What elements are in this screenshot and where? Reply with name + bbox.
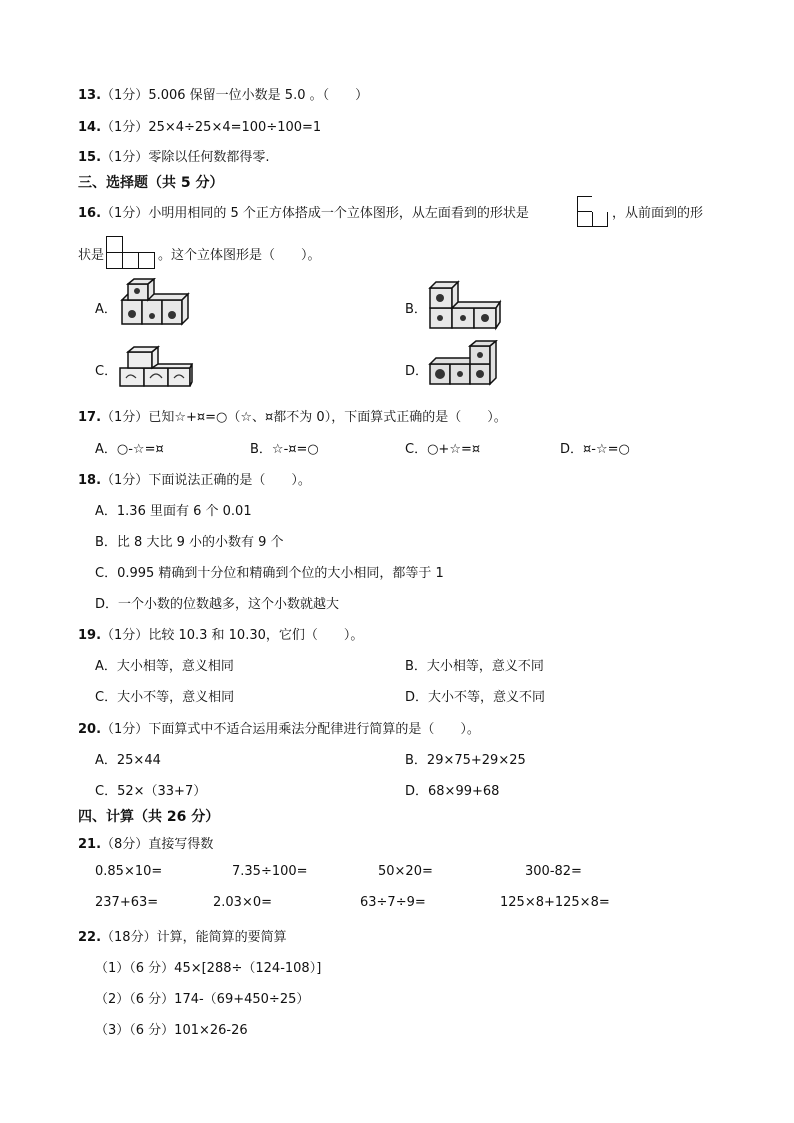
question-number: 16.	[78, 206, 102, 221]
question-text: 5.006 保留一位小数是 5.0 。（ ）	[148, 88, 369, 103]
option-d: D．一个小数的位数越多，这个小数就越大	[95, 597, 340, 612]
calc-item: 63÷7÷9=	[360, 895, 426, 910]
option-c-label: C．	[95, 364, 118, 379]
question-21	[78, 833, 213, 852]
question-text: 计算，能简算的要简算	[156, 930, 287, 945]
sub-question: （3）（6 分）101×26-26	[95, 1023, 248, 1038]
option-b: B．29×75+29×25	[405, 753, 526, 768]
option-c: C．大小不等，意义相同	[95, 690, 235, 705]
question-score: （1分）	[101, 150, 149, 165]
question-13	[78, 84, 368, 103]
question-text: 下面算式中不适合运用乘法分配律进行简算的是（ ）。	[148, 722, 480, 737]
question-text: 25×4÷25×4=100÷100=1	[148, 120, 322, 135]
question-16-line1	[78, 202, 529, 221]
question-text-cont: ，从前面到的形	[612, 206, 704, 221]
option-d: D．¤-☆=○	[560, 442, 630, 457]
option-d-label: D．	[405, 364, 429, 379]
question-number: 18.	[78, 473, 102, 488]
option-a: A．25×44	[95, 753, 161, 768]
question-score: （1分）	[101, 410, 149, 425]
option-b: B．大小相等，意义不同	[405, 659, 544, 674]
question-18	[78, 469, 311, 488]
section-title: 四、计算（共 26 分）	[78, 809, 220, 825]
option-b-cubes-image	[428, 280, 502, 332]
option-c: C．52×（33+7）	[95, 784, 207, 799]
question-score: （8分）	[101, 837, 149, 852]
question-number: 13.	[78, 88, 102, 103]
option-b: B．☆-¤=○	[250, 442, 319, 457]
option-d-cubes-image	[428, 340, 498, 388]
sub-question: （2）（6 分）174-（69+450÷25）	[95, 992, 310, 1007]
question-number: 19.	[78, 628, 102, 643]
question-text-end: 。这个立体图形是（ ）。	[158, 248, 321, 263]
question-number: 20.	[78, 722, 102, 737]
question-score: （18分）	[101, 930, 157, 945]
calc-item: 0.85×10=	[95, 864, 163, 879]
question-14	[78, 116, 321, 135]
question-score: （1分）	[101, 88, 149, 103]
sub-question: （1）（6 分）45×[288÷（124-108）]	[95, 961, 322, 976]
question-20	[78, 718, 480, 737]
question-number: 22.	[78, 930, 102, 945]
question-text: 直接写得数	[148, 837, 214, 852]
section-title: 三、选择题（共 5 分）	[78, 175, 224, 191]
question-text: 下面说法正确的是（ ）。	[148, 473, 311, 488]
question-22	[78, 926, 287, 945]
calc-item: 7.35÷100=	[232, 864, 308, 879]
option-d: D．68×99+68	[405, 784, 500, 799]
question-17	[78, 406, 507, 425]
option-a: A．1.36 里面有 6 个 0.01	[95, 504, 252, 519]
left-view-figure	[577, 196, 609, 228]
option-b: B．比 8 大比 9 小的小数有 9 个	[95, 535, 284, 550]
question-score: （1分）	[101, 473, 149, 488]
calc-item: 2.03×0=	[213, 895, 273, 910]
option-c: C．○+☆=¤	[405, 442, 481, 457]
option-a-label: A．	[95, 302, 117, 317]
option-a-cubes-image	[118, 278, 190, 332]
question-text: 已知☆+¤=○（☆、¤都不为 0），下面算式正确的是（ ）。	[148, 410, 507, 425]
calc-item: 237+63=	[95, 895, 159, 910]
option-b-label: B．	[405, 302, 427, 317]
calc-item: 300-82=	[525, 864, 582, 879]
question-number: 17.	[78, 410, 102, 425]
question-score: （1分）	[101, 206, 149, 221]
question-text-line2: 状是	[78, 248, 105, 263]
option-d: D．大小不等，意义不同	[405, 690, 546, 705]
calc-item: 125×8+125×8=	[500, 895, 610, 910]
question-15	[78, 146, 269, 165]
question-number: 15.	[78, 150, 102, 165]
question-text: 零除以任何数都得零.	[148, 150, 270, 165]
question-19	[78, 624, 363, 643]
question-score: （1分）	[101, 722, 149, 737]
question-text: 小明用相同的 5 个正方体搭成一个立体图形，从左面看到的形状是	[148, 206, 529, 221]
front-view-figure	[106, 236, 158, 270]
option-a: A．大小相等，意义相同	[95, 659, 234, 674]
option-a: A．○-☆=¤	[95, 442, 164, 457]
question-score: （1分）	[101, 628, 149, 643]
option-c: C．0.995 精确到十分位和精确到个位的大小相同，都等于 1	[95, 566, 444, 581]
question-number: 21.	[78, 837, 102, 852]
option-c-cubes-image	[118, 344, 194, 390]
calc-item: 50×20=	[378, 864, 433, 879]
question-number: 14.	[78, 120, 102, 135]
question-score: （1分）	[101, 120, 149, 135]
question-text: 比较 10.3 和 10.30，它们（ ）。	[148, 628, 364, 643]
